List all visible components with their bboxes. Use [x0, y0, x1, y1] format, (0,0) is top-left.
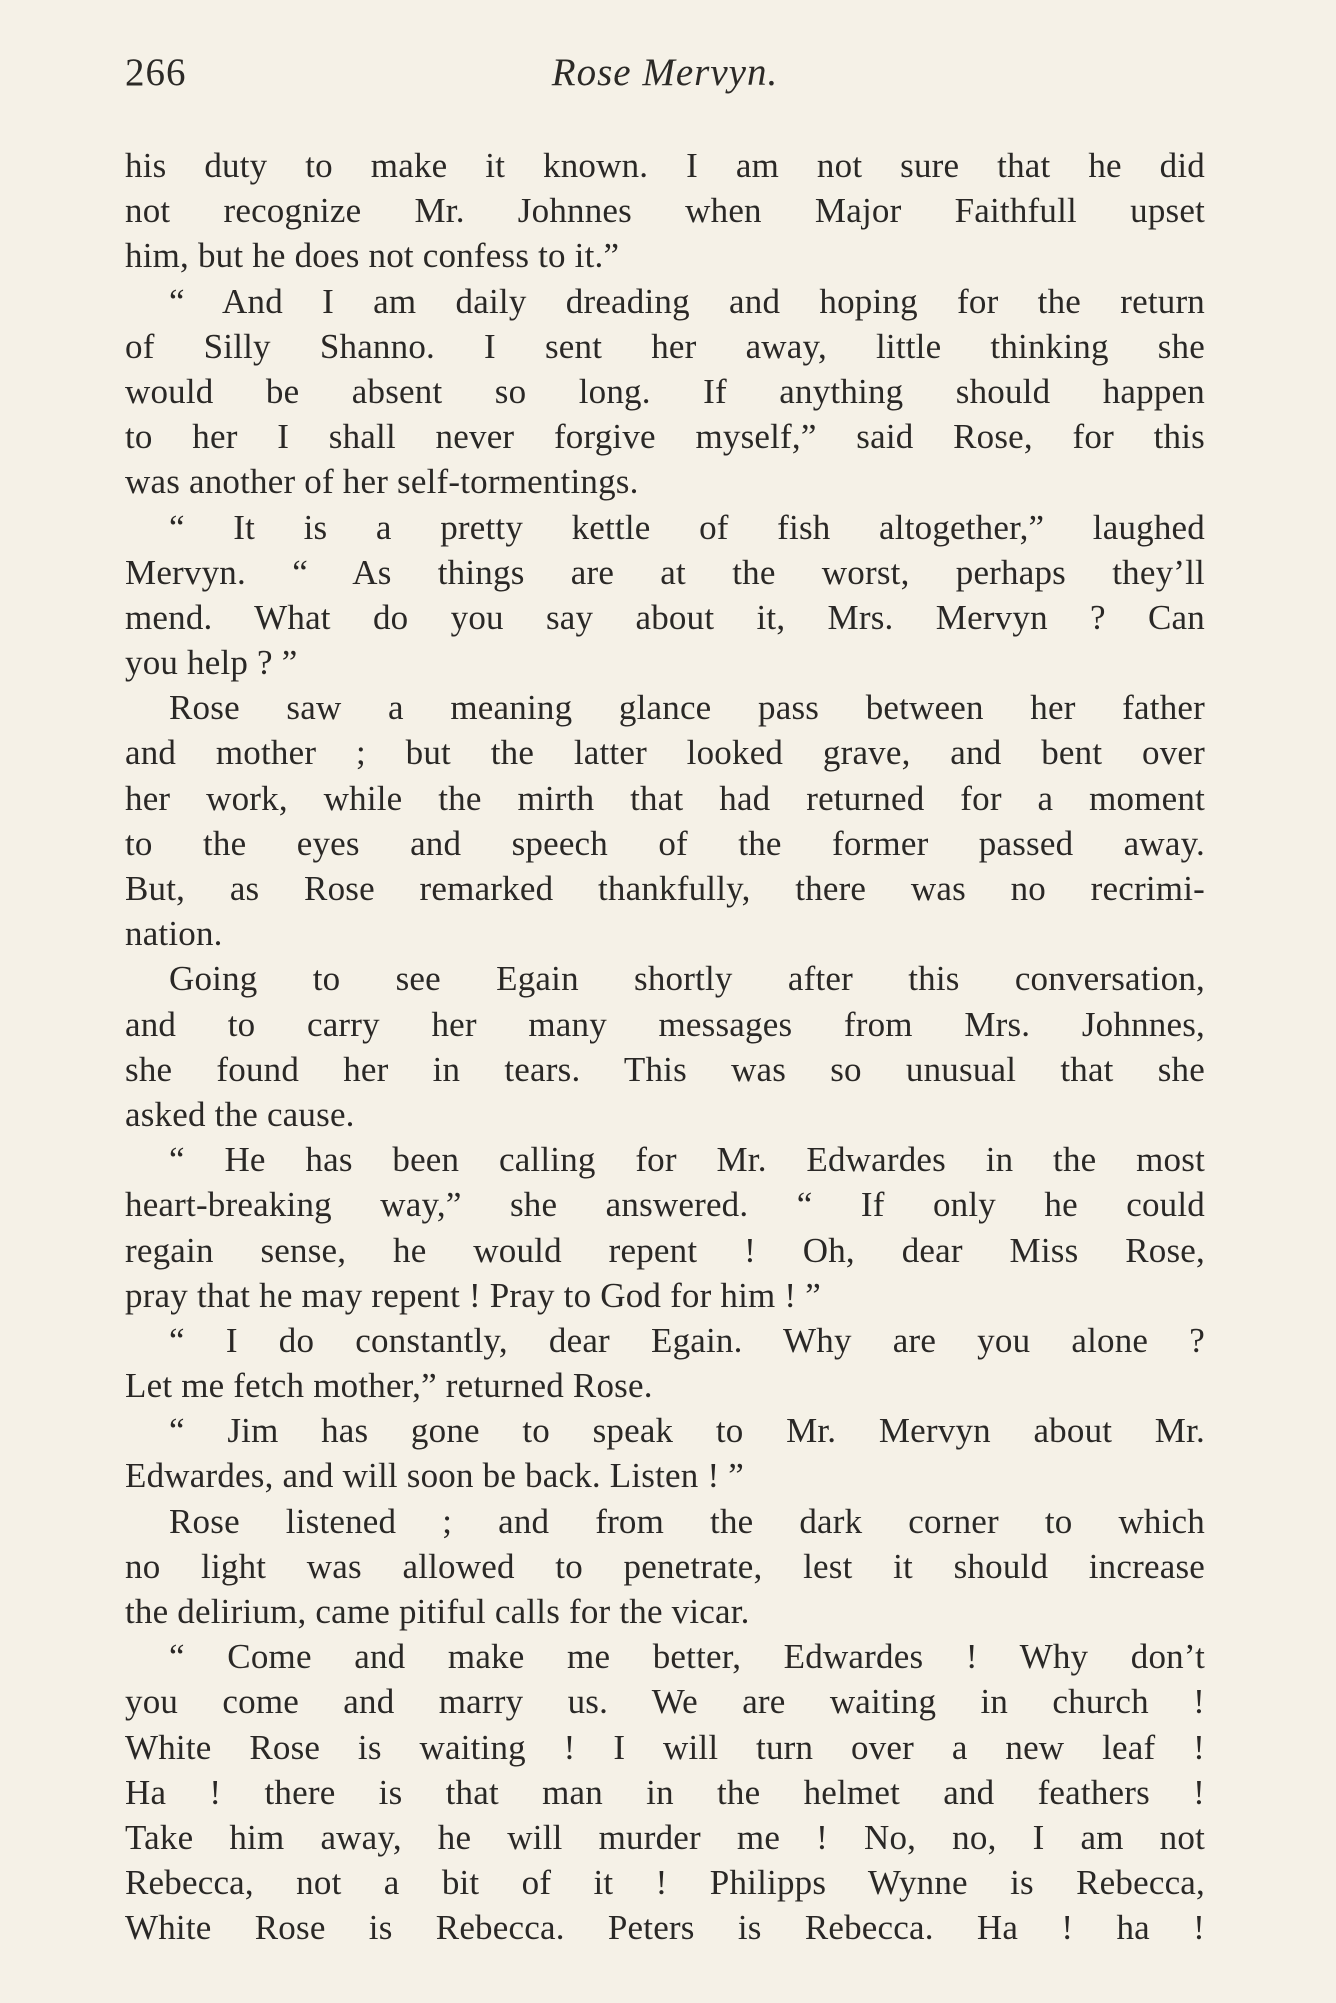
running-title: Rose Mervyn. [551, 51, 779, 94]
text-line: you come and marry us. We are waiting in church ! [125, 1682, 1205, 1722]
text-line: his duty to make it known. I am not sure that he did [125, 146, 1205, 185]
text-line: and to carry her many messages from Mrs. Johnnes, [125, 1004, 1205, 1044]
text-line: White Rose is waiting ! I will turn over a new leaf ! [125, 1727, 1205, 1767]
text-line: But, as Rose remarked thankfully, there was no recrimi- [125, 869, 1205, 908]
text-line: Rose saw a meaning glance pass between her father [169, 688, 1205, 728]
text-line: White Rose is Rebecca. Peters is Rebecca. Ha ! ha ! [125, 1908, 1205, 1948]
text-line: was another of her self-tormentings. [125, 462, 639, 502]
text-line: “ It is a pretty kettle of fish altogether,” laughed [169, 507, 1205, 547]
body-text [125, 143, 1205, 1951]
text-line: her work, while the mirth that had returned for a moment [125, 778, 1205, 818]
text-line: Rebecca, not a bit of it ! Philipps Wynne is Rebecca, [125, 1863, 1205, 1903]
text-line: Edwardes, and will soon be back. Listen ! ” [125, 1456, 744, 1496]
text-line: “ He has been calling for Mr. Edwardes in the most [169, 1140, 1205, 1180]
text-line: to her I shall never forgive myself,” said Rose, for this [125, 417, 1205, 457]
text-line: heart-breaking way,” she answered. “ If only he could [125, 1185, 1205, 1225]
text-line: nation. [125, 914, 223, 954]
text-line: you help ? ” [125, 643, 298, 683]
text-line: to the eyes and speech of the former passed away. [125, 823, 1205, 863]
text-line: “ I do constantly, dear Egain. Why are you alone ? [169, 1320, 1205, 1360]
text-line: pray that he may repent ! Pray to God for him ! ” [125, 1275, 821, 1315]
text-line: Mervyn. “ As things are at the worst, perhaps they’ll [125, 552, 1205, 592]
text-line: him, but he does not confess to it.” [125, 236, 620, 276]
text-line: “ Come and make me better, Edwardes ! Why don’t [169, 1637, 1205, 1677]
text-line: “ Jim has gone to speak to Mr. Mervyn about Mr. [169, 1411, 1205, 1451]
text-line: and mother ; but the latter looked grave, and bent over [125, 733, 1205, 773]
page-header [125, 50, 1205, 110]
text-line: mend. What do you say about it, Mrs. Mervyn ? Can [125, 597, 1205, 637]
text-line: she found her in tears. This was so unusual that she [125, 1049, 1205, 1089]
text-line: Going to see Egain shortly after this conversation, [169, 959, 1205, 999]
text-line: asked the cause. [125, 1094, 355, 1134]
text-line: the delirium, came pitiful calls for the vicar. [125, 1592, 750, 1631]
text-line: Ha ! there is that man in the helmet and feathers ! [125, 1772, 1205, 1812]
text-line: of Silly Shanno. I sent her away, little thinking she [125, 326, 1205, 366]
text-line: Rose listened ; and from the dark corner to which [169, 1501, 1205, 1541]
text-line: not recognize Mr. Johnnes when Major Faithfull upset [125, 191, 1205, 231]
text-line: Let me fetch mother,” returned Rose. [125, 1366, 653, 1406]
text-line: would be absent so long. If anything should happen [125, 371, 1205, 411]
page-number: 266 [125, 51, 187, 94]
text-line: “ And I am daily dreading and hoping for the return [169, 281, 1205, 321]
text-line: Take him away, he will murder me ! No, no, I am not [125, 1817, 1205, 1857]
text-line: no light was allowed to penetrate, lest it should increase [125, 1546, 1205, 1586]
text-line: regain sense, he would repent ! Oh, dear Miss Rose, [125, 1230, 1205, 1270]
